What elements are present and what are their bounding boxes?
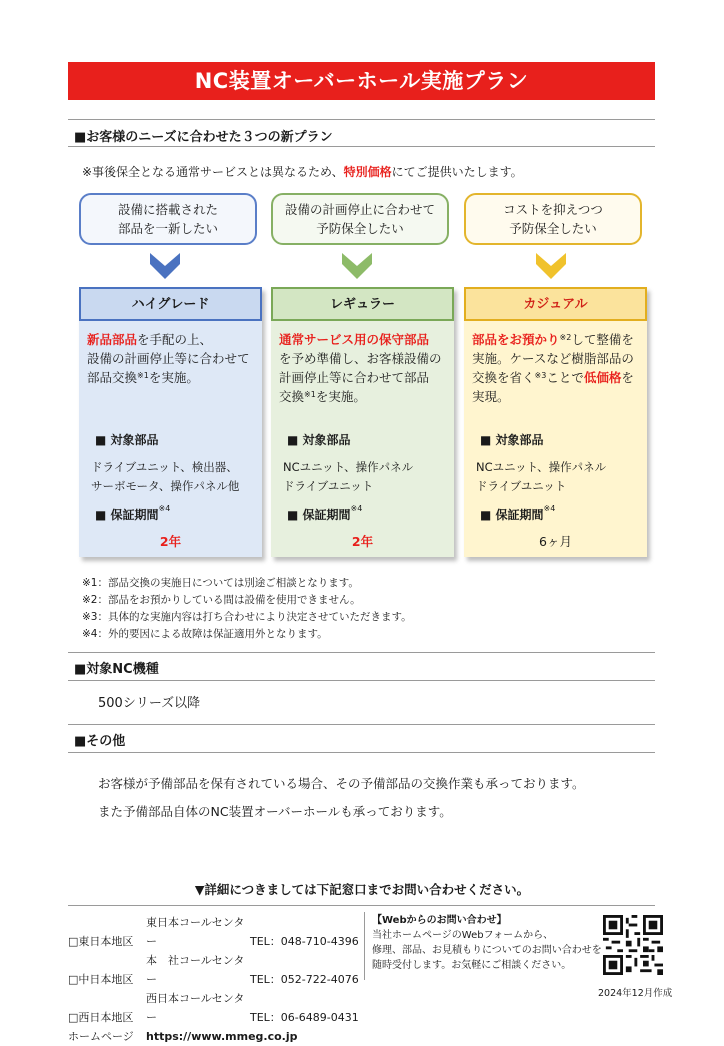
warranty-period: 2年	[159, 534, 182, 549]
contact-list	[68, 913, 359, 1046]
qr-code-icon[interactable]	[603, 915, 663, 975]
plan-description: 通常サービス用の保守部品 を予め準備し、お客様設備の 計画停止等に合わせて部品 交換$^{※1}$を実施。	[279, 332, 442, 404]
parts-heading: ■ 対象部品	[95, 433, 159, 447]
divider	[364, 912, 365, 980]
created-date: 2024年12月作成	[598, 988, 673, 999]
warranty-heading: ■ 保証期間$^{※4}$	[480, 504, 556, 522]
homepage-link[interactable]: https://www.mmeg.co.jp	[146, 1030, 298, 1043]
target-nc-value: 500シリーズ以降	[98, 696, 201, 711]
footnote: ※2：部品をお預かりしている間は設備を使用できません。	[82, 594, 361, 606]
parts-list: NCユニット、操作パネル ドライブユニット	[476, 460, 607, 493]
need-pill-casual: コストを抑えつつ 予防保全したい	[464, 193, 642, 245]
target-nc-heading: ■対象NC機種	[74, 662, 159, 677]
footnotes	[82, 575, 412, 643]
contact-row: □西日本地区西日本コールセンター TEL：06-6489-0431	[68, 992, 359, 1024]
parts-list: ドライブユニット、検出器、 サーボモータ、操作パネル他	[91, 460, 240, 493]
parts-heading: ■ 対象部品	[287, 433, 351, 447]
plan-name: レギュラー	[271, 287, 454, 321]
plan-casual	[464, 287, 647, 557]
warranty-period: 6ヶ月	[539, 534, 572, 549]
plan-regular	[271, 287, 454, 557]
footnote: ※1：部品交換の実施日については別途ご相談となります。	[82, 577, 359, 589]
plan-name: ハイグレード	[79, 287, 262, 321]
homepage-row: ホームページ https://www.mmeg.co.jp	[68, 1030, 298, 1043]
chevron-down-icon	[150, 253, 180, 279]
parts-list: NCユニット、操作パネル ドライブユニット	[283, 460, 414, 493]
need-pill-high-grade: 設備に搭載された 部品を一新したい	[79, 193, 257, 245]
divider	[68, 119, 655, 120]
contact-row: □中日本地区本 社コールセンター TEL：052-722-4076	[68, 954, 359, 986]
need-pill-regular: 設備の計画停止に合わせて 予防保全したい	[271, 193, 449, 245]
warranty-period: 2年	[351, 534, 374, 549]
plan-high-grade	[79, 287, 262, 557]
divider	[68, 652, 655, 653]
page-title: NC装置オーバーホール実施プラン	[68, 62, 655, 100]
plan-name: カジュアル	[464, 287, 647, 321]
chevron-down-icon	[536, 253, 566, 279]
plan-description: 部品をお預かり$^{※2}$して整備を 実施。ケースなど樹脂部品の 交換を省く$^{※3}$ことで低価格を 実現。	[472, 332, 634, 404]
web-inquiry: 【Webからのお問い合わせ】 当社ホームページのWebフォームから、 修理、部品、お見積もりについてのお問い合わせを 随時受付します。お気軽にご相談ください。	[372, 915, 602, 971]
chevron-down-icon	[342, 253, 372, 279]
warranty-heading: ■ 保証期間$^{※4}$	[95, 504, 171, 522]
divider	[68, 680, 655, 681]
divider	[68, 146, 655, 147]
footnote: ※3：具体的な実施内容は打ち合わせにより決定させていただきます。	[82, 611, 412, 623]
divider	[68, 724, 655, 725]
parts-heading: ■ 対象部品	[480, 433, 544, 447]
warranty-heading: ■ 保証期間$^{※4}$	[287, 504, 363, 522]
special-price-note: ※事後保全となる通常サービスとは異なるため、特別価格にてご提供いたします。	[82, 165, 523, 179]
footnote: ※4：外的要因による故障は保証適用外となります。	[82, 628, 328, 640]
plan-description: 新品部品を手配の上、 設備の計画停止等に合わせて 部品交換$^{※1}$を実施。	[87, 332, 250, 385]
divider	[68, 752, 655, 753]
other-text: お客様が予備部品を保有されている場合、その予備部品の交換作業も承っております。 また予備部品自体のNC装置オーバーホールも承っております。	[98, 776, 585, 819]
divider	[68, 905, 655, 906]
other-heading: ■その他	[74, 734, 126, 749]
contact-heading: ▼詳細につきましては下記窓口までお問い合わせください。	[194, 882, 530, 897]
plans-heading: ■お客様のニーズに合わせた３つの新プラン	[74, 130, 333, 145]
contact-row: □東日本地区東日本コールセンター TEL：048-710-4396	[68, 916, 359, 948]
